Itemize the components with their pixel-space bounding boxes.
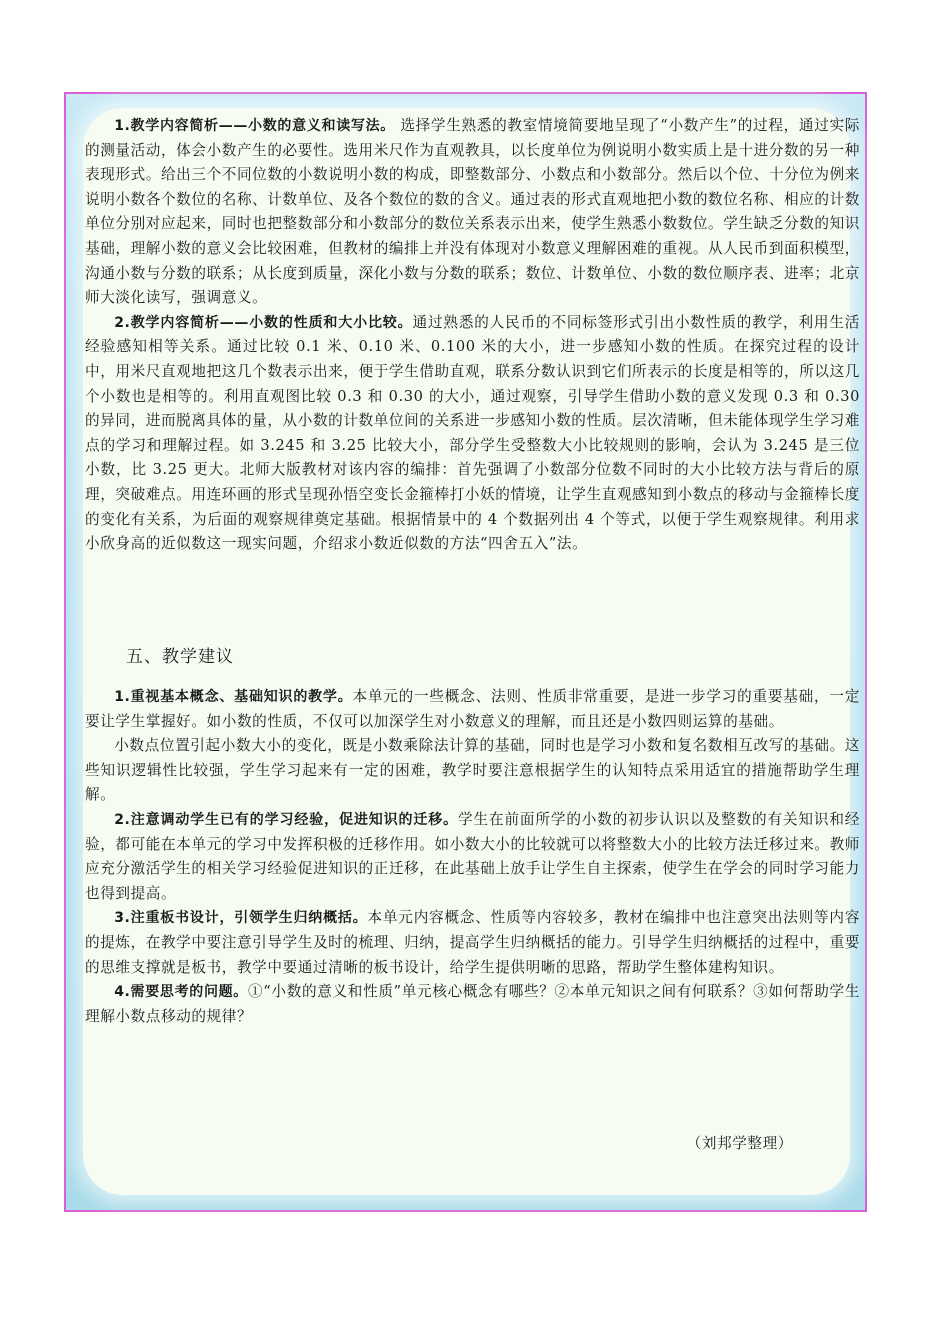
suggestion-text: 本单元内容概念、性质等内容较多，教材在编排中也注意突出法则等内容的提炼，在教学中要注意引导学生及时的梳理、归纳，提高学生归纳概括的能力。引导学生归纳概括的过程中，重要的思维支撑就是板书，教学中要通过清晰的板书设计，给学生提供明晰的思路，帮助学生整体建构知识。	[85, 909, 860, 976]
paragraph-text: 选择学生熟悉的教室情境简要地呈现了“小数产生”的过程，通过实际的测量活动，体会小数产生的必要性。选用米尺作为直观教具，以长度单位为例说明小数实质上是十进分数的另一种表现形式。给出三个不同位数的小数说明小数的构成，即整数部分、小数点和小数部分。然后以个位、十分位为例来说明小数各个数位的名称、计数单位、及各个数位的数的含义。通过表的形式直观地把小数的数位名称、相应的计数单位分别对应起来，同时也把整数部分和小数部分的数位关系表示出来，使学生熟悉小数数位。学生缺乏分数的知识基础，理解小数的意义会比较困难，但教材的编排上并没有体现对小数意义理解困难的重视。从人民币到面积模型，沟通小数与分数的联系；从长度到质量，深化小数与分数的联系；数位、计数单位、小数的数位顺序表、进率；北京师大淡化读写，强调意义。	[85, 117, 860, 307]
suggestion-4	[85, 980, 860, 1029]
suggestion-1-continued: 小数点位置引起小数大小的变化，既是小数乘除法计算的基础，同时也是学习小数和复名数相互改写的基础。这些知识逻辑性比较强，学生学习起来有一定的困难，教学时要注意根据学生的认知特点采用适宜的措施帮助学生理解。	[85, 737, 860, 804]
paragraph-decimal-meaning	[85, 114, 860, 311]
suggestion-text: 学生在前面所学的小数的初步认识以及整数的有关知识和经验，都可能在本单元的学习中发挥积极的迁移作用。如小数大小的比较就可以将整数大小的比较方法迁移过来。教师应充分激活学生的相关学习经验促进知识的正迁移，在此基础上放手让学生自主探索，使学生在学会的同时学习能力也得到提高。	[85, 810, 860, 902]
suggestion-3	[85, 906, 860, 980]
suggestion-title: 3.注重板书设计，引领学生归纳概括。	[114, 910, 368, 927]
section-analysis	[85, 114, 860, 557]
paragraph-title: 1.教学内容简析——小数的意义和读写法。	[114, 118, 395, 134]
suggestion-2	[85, 808, 860, 906]
paragraph-decimal-properties	[85, 311, 860, 557]
paragraph-text: 通过熟悉的人民币的不同标签形式引出小数性质的教学，利用生活经验感知相等关系。通过比较 0.1 米、0.10 米、0.100 米的大小，进一步感知小数的性质。在探究过程的设计中，用米尺直观地把这几个数表示出来，便于学生借助直观，联系分数认识到它们所表示的长度是相等的，所以这几个小数也是相等的。利用直观图比较 0.3 和 0.30 的大小，通过观察，引导学生借助小数的意义发现 0.3 和 0.30 的异同，进而脱离具体的量，从小数的计数单位间的关系进一步感知小数的性质。层次清晰，但未能体现学生学习难点的学习和理解过程。如 3.245 和 3.25 比较大小，部分学生受整数大小比较规则的影响，会认为 3.245 是三位小数，比 3.25 更大。北师大版教材对该内容的编排：首先强调了小数部分位数不同时的大小比较方法与背后的原理，突破难点。用连环画的形式呈现孙悟空变长金箍棒打小妖的情境，让学生直观感知到小数点的移动与金箍棒长度的变化有关系，为后面的观察规律奠定基础。根据情景中的 4 个数据列出 4 个等式，以便于学生观察规律。利用求小欣身高的近似数这一现实问题，介绍求小数近似数的方法“四舍五入”法。	[85, 313, 860, 553]
page-frame	[64, 92, 867, 1212]
section-heading: 五、教学建议	[126, 647, 234, 667]
suggestion-title: 2.注意调动学生已有的学习经验，促进知识的迁移。	[114, 811, 459, 828]
section-suggestions	[85, 685, 860, 1029]
author-signature: （刘邦学整理）	[686, 1135, 793, 1152]
suggestion-text: ①“小数的意义和性质”单元核心概念有哪些？②本单元知识之间有何联系？③如何帮助学生理解小数点移动的规律？	[85, 983, 860, 1025]
suggestion-title: 1.重视基本概念、基础知识的教学。	[114, 689, 353, 705]
paragraph-title: 2.教学内容简析——小数的性质和大小比较。	[114, 314, 413, 331]
suggestion-title: 4.需要思考的问题。	[114, 984, 248, 1001]
suggestion-1	[85, 685, 860, 734]
suggestion-text: 本单元的一些概念、法则、性质非常重要，是进一步学习的重要基础，一定要让学生掌握好。如小数的性质，不仅可以加深学生对小数意义的理解，而且还是小数四则运算的基础。	[85, 688, 860, 730]
